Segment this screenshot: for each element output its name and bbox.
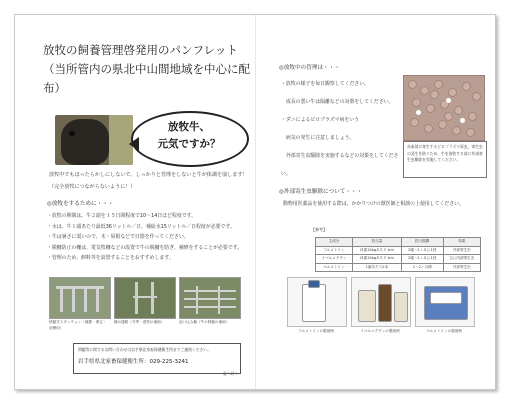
list-item: ・牛は暑さに弱いので、木・屋根などで日陰を作ってください。 <box>47 234 189 241</box>
section-heading-management: ◎放牧中の管理は・・・ <box>279 65 340 71</box>
microscope-image <box>403 75 485 141</box>
photo-caption: 柵の通路（冬季・遊牧の補助） <box>114 320 165 324</box>
list-item: 外部寄生虫駆除を実施するなどの対策をしてください。 <box>281 153 399 177</box>
continue-note: 裏へ続く <box>223 371 239 376</box>
table-header-row: 主成分 投与量 投与期間 効果 <box>316 238 481 247</box>
drug-table <box>315 237 481 272</box>
section-heading-preparation: ◎放牧をするために・・・ <box>47 201 114 207</box>
list-item: ・管理のため、飼料等を設置することをおすすめします。 <box>47 255 174 262</box>
photo-caption: 移動式スタンチョン（捕獲・保定・治療用） <box>49 320 107 330</box>
photo-caption: 追い込み柵（牛の移動の補助） <box>179 320 230 324</box>
section-heading-parasite: ◎外部寄生虫駆除について・・・ <box>279 189 363 195</box>
list-item: ・脱柵防止の柵は、電気牧柵などの設置で牛の脱柵を防ぎ、補修をすることが必要です。 <box>47 244 243 251</box>
speech-bubble-text: 放牧牛、 元気ですか？ <box>157 121 221 150</box>
parasite-note: 動物用医薬品を使用する際は、かかりつけの獣医師と相談の上使用してください。 <box>283 201 464 207</box>
list-item: ・ダニによるピロプラズマ病をいう <box>281 117 360 123</box>
list-item: ・放牧の様子を毎日観察してください。 <box>281 81 370 87</box>
product-caption: フルメトリンの製剤例 <box>298 329 334 333</box>
table-row: イベルメクチン 体重10kgあたり1ml 2週～1ヶ月に1回 主に内部寄生虫 <box>316 255 481 264</box>
table-row: ペルメトリン 1頭あたり2本 1～2ヶ月間 外部寄生虫 <box>316 263 481 272</box>
product-photo <box>415 277 475 327</box>
preparation-list <box>47 211 251 264</box>
list-item: ・水は、牛１頭あたり最低36リットル／日、補給水15リットル／日程度が必要です。 <box>47 223 235 230</box>
table-row: フルメトリン 体重10kgあたり1ml 2週～1ヶ月に1回 外部寄生虫 <box>316 246 481 255</box>
list-item: ・放牧の期間は、牛２頭を１５日間程度で10～14日ほど程度です。 <box>47 213 196 219</box>
product-caption: イベルメクチンの製剤例 <box>360 329 400 333</box>
pen-photo <box>179 277 241 319</box>
list-item: 病気の発生に注意しましょう。 <box>281 135 355 141</box>
product-caption: ペルメトリンの製剤例 <box>426 329 462 333</box>
passage-photo <box>114 277 176 319</box>
microscope-caption: 赤血球に寄生するピロプラズマ原虫。寄生虫の発生を防ぐため、牛を放牧する前に外部寄生虫駆除を実施してください。 <box>407 144 483 163</box>
contact-note: 問題等に関するお問い合わせは岩手県北家畜保健衛生所までご連絡ください。 <box>78 347 211 352</box>
pamphlet-sheet <box>14 14 496 390</box>
management-list <box>281 75 399 183</box>
page-fold <box>255 15 256 389</box>
contact-phone: 岩手県県北家畜保健衛生所：029-225-3241 <box>78 359 189 365</box>
contact-box <box>73 343 241 374</box>
list-item: 成長の悪い牛は隔離などの対策をしてください。 <box>281 99 394 105</box>
product-photo <box>287 277 347 327</box>
reference-label: 【参考】 <box>311 227 327 232</box>
product-photo <box>351 277 411 327</box>
pamphlet-title: 放牧の飼養管理啓発用のパンフレット（当所管内の県北中山間地域を中心に配布） <box>43 43 250 95</box>
cow-photo <box>55 115 133 165</box>
intro-text: 放牧中でもほったらかしにしないで、しっかりと管理をしないと牛が体調を崩します！（完全放牧につながらないように！） <box>49 172 248 190</box>
microscope-caption-box <box>403 141 487 178</box>
stanchion-photo <box>49 277 111 319</box>
